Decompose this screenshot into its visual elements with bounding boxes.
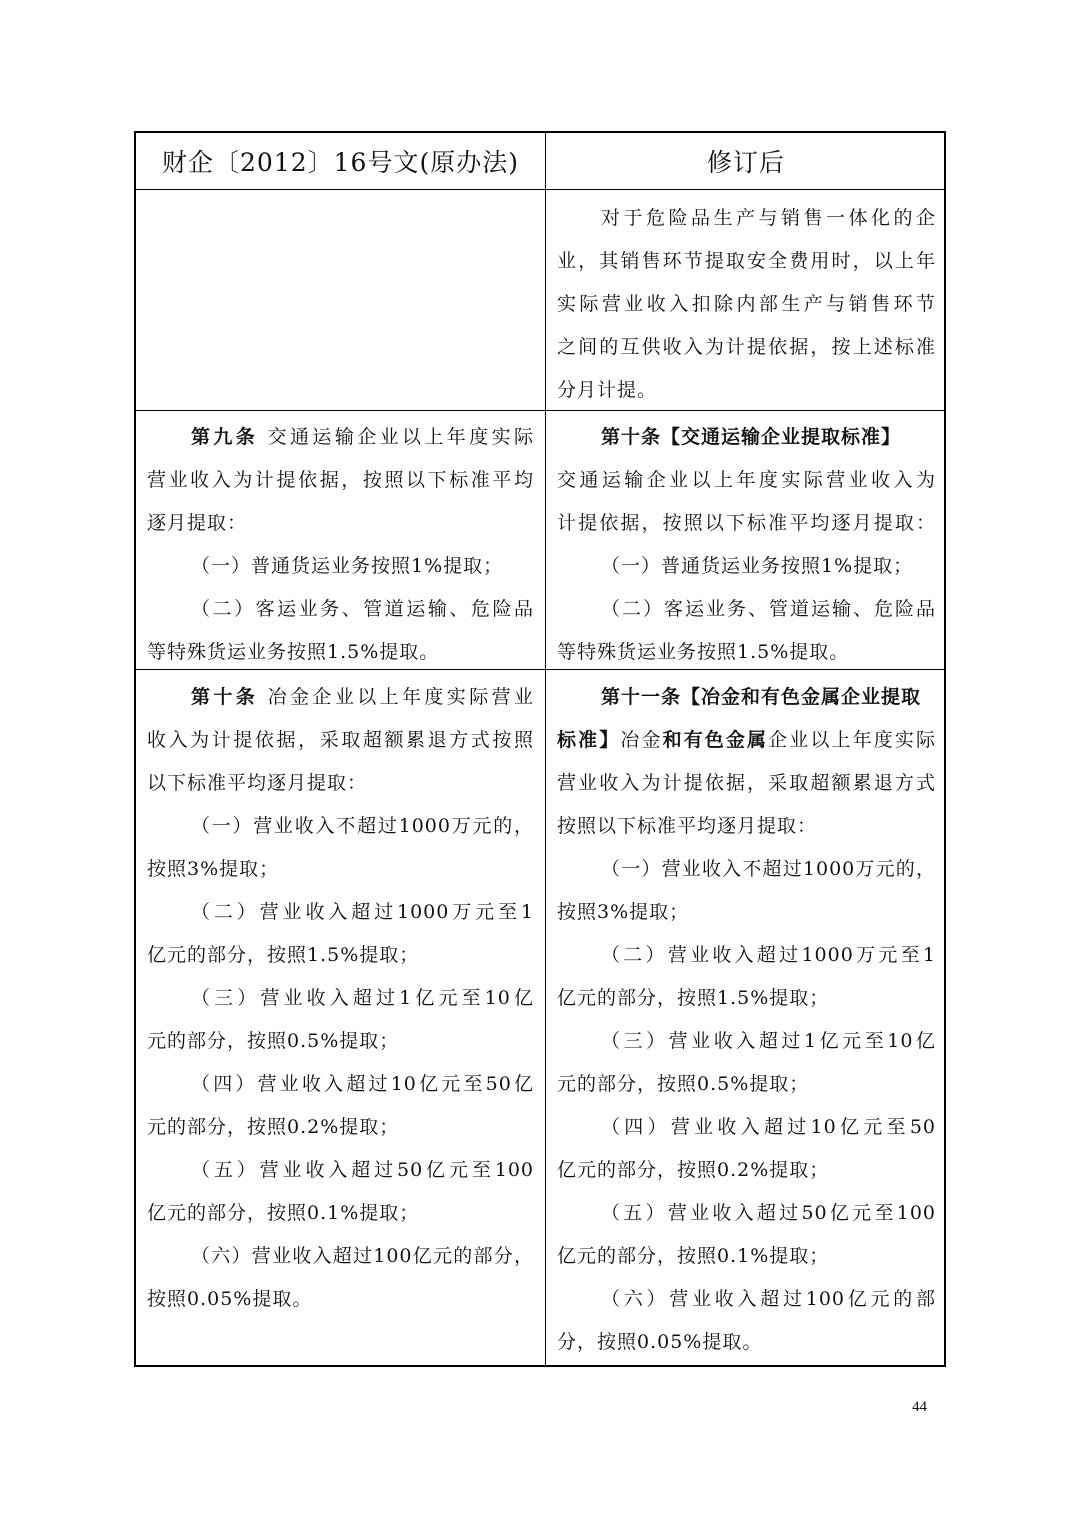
text-line: 亿元的部分，按照1.5%提取；: [557, 987, 830, 1009]
text-line: （五）营业收入超过50亿元至100: [191, 1159, 534, 1181]
text-line: （六）营业收入超过100亿元的部: [601, 1288, 936, 1310]
text-span: 企业以上年度实际: [768, 729, 936, 751]
article-title: 第十一条【冶金和有色金属企业提取: [601, 686, 922, 708]
article-title: 第九条: [191, 426, 259, 448]
row3-original: [147, 676, 534, 1321]
text-line: （五）营业收入超过50亿元至100: [601, 1202, 936, 1224]
text-line: 对于危险品生产与销售一体化的企: [601, 207, 936, 229]
text-line: （四）营业收入超过10亿元至50: [601, 1116, 936, 1138]
text-line: 分，按照0.05%提取。: [557, 1331, 763, 1353]
row2-revised: [557, 416, 936, 674]
text-line: 营业收入为计提依据，采取超额累退方式: [557, 772, 936, 794]
text-line: 冶金企业以上年度实际营业: [258, 686, 534, 708]
text-line: 实际营业收入扣除内部生产与销售环节: [557, 293, 936, 315]
text-line: 等特殊货运业务按照1.5%提取。: [147, 641, 440, 663]
text-line: 元的部分，按照0.5%提取；: [147, 1030, 400, 1052]
text-line: 按照3%提取；: [557, 901, 690, 923]
text-span: 冶金: [620, 729, 663, 751]
text-line: （一）普通货运业务按照1%提取；: [601, 555, 914, 577]
text-line: 元的部分，按照0.5%提取；: [557, 1073, 810, 1095]
text-line: （一）营业收入不超过1000万元的，: [601, 858, 936, 880]
text-line: 逐月提取：: [147, 512, 248, 534]
text-line: （四）营业收入超过10亿元至50亿: [191, 1073, 534, 1095]
text-line: 以下标准平均逐月提取：: [147, 772, 368, 794]
row1-revised: [557, 197, 936, 412]
article-title: 标准】: [557, 729, 621, 751]
text-line: 亿元的部分，按照1.5%提取；: [147, 944, 420, 966]
text-line: 业，其销售环节提取安全费用时，以上年: [557, 250, 936, 272]
text-line: 交通运输企业以上年度实际营业收入为: [557, 469, 936, 491]
comparison-table: [134, 131, 946, 1367]
header-divider: [136, 189, 944, 190]
text-line: 等特殊货运业务按照1.5%提取。: [557, 641, 850, 663]
row2-original: [147, 416, 534, 674]
text-line: 分月计提。: [557, 379, 658, 401]
text-line: 按照3%提取；: [147, 858, 280, 880]
text-line: （六）营业收入超过100亿元的部分，: [191, 1245, 534, 1267]
text-line: （二）客运业务、管道运输、危险品: [191, 598, 534, 620]
text-line: 交通运输企业以上年度实际: [258, 426, 534, 448]
text-line: 营业收入为计提依据，按照以下标准平均: [147, 469, 534, 491]
text-line: 按照0.05%提取。: [147, 1288, 313, 1310]
column-divider: [545, 133, 546, 1365]
text-line: 元的部分，按照0.2%提取；: [147, 1116, 400, 1138]
text-line: （二）客运业务、管道运输、危险品: [601, 598, 936, 620]
article-title: 第十条: [191, 686, 259, 708]
text-line: 之间的互供收入为计提依据，按上述标准: [557, 336, 936, 358]
text-line: （三）营业收入超过1亿元至10亿: [601, 1030, 936, 1052]
text-line: （一）普通货运业务按照1%提取；: [191, 555, 504, 577]
page-number: 44: [912, 1399, 927, 1415]
header-original: 财企〔2012〕16号文(原办法): [162, 148, 519, 177]
row3-revised: [557, 676, 936, 1364]
text-span-bold: 和有色金属: [662, 729, 769, 751]
text-line: 亿元的部分，按照0.1%提取；: [557, 1245, 830, 1267]
text-line: 收入为计提依据，采取超额累退方式按照: [147, 729, 534, 751]
text-line: 亿元的部分，按照0.2%提取；: [557, 1159, 830, 1181]
header-revised: 修订后: [706, 148, 785, 177]
text-line: （一）营业收入不超过1000万元的，: [191, 815, 534, 837]
text-line: 按照以下标准平均逐月提取：: [557, 815, 818, 837]
text-line: （三）营业收入超过1亿元至10亿: [191, 987, 534, 1009]
text-line: （二）营业收入超过1000万元至1: [601, 944, 936, 966]
article-title: 第十条【交通运输企业提取标准】: [601, 426, 902, 448]
text-line: 亿元的部分，按照0.1%提取；: [147, 1202, 420, 1224]
text-line: 计提依据，按照以下标准平均逐月提取：: [557, 512, 936, 534]
text-line: （二）营业收入超过1000万元至1: [191, 901, 534, 923]
